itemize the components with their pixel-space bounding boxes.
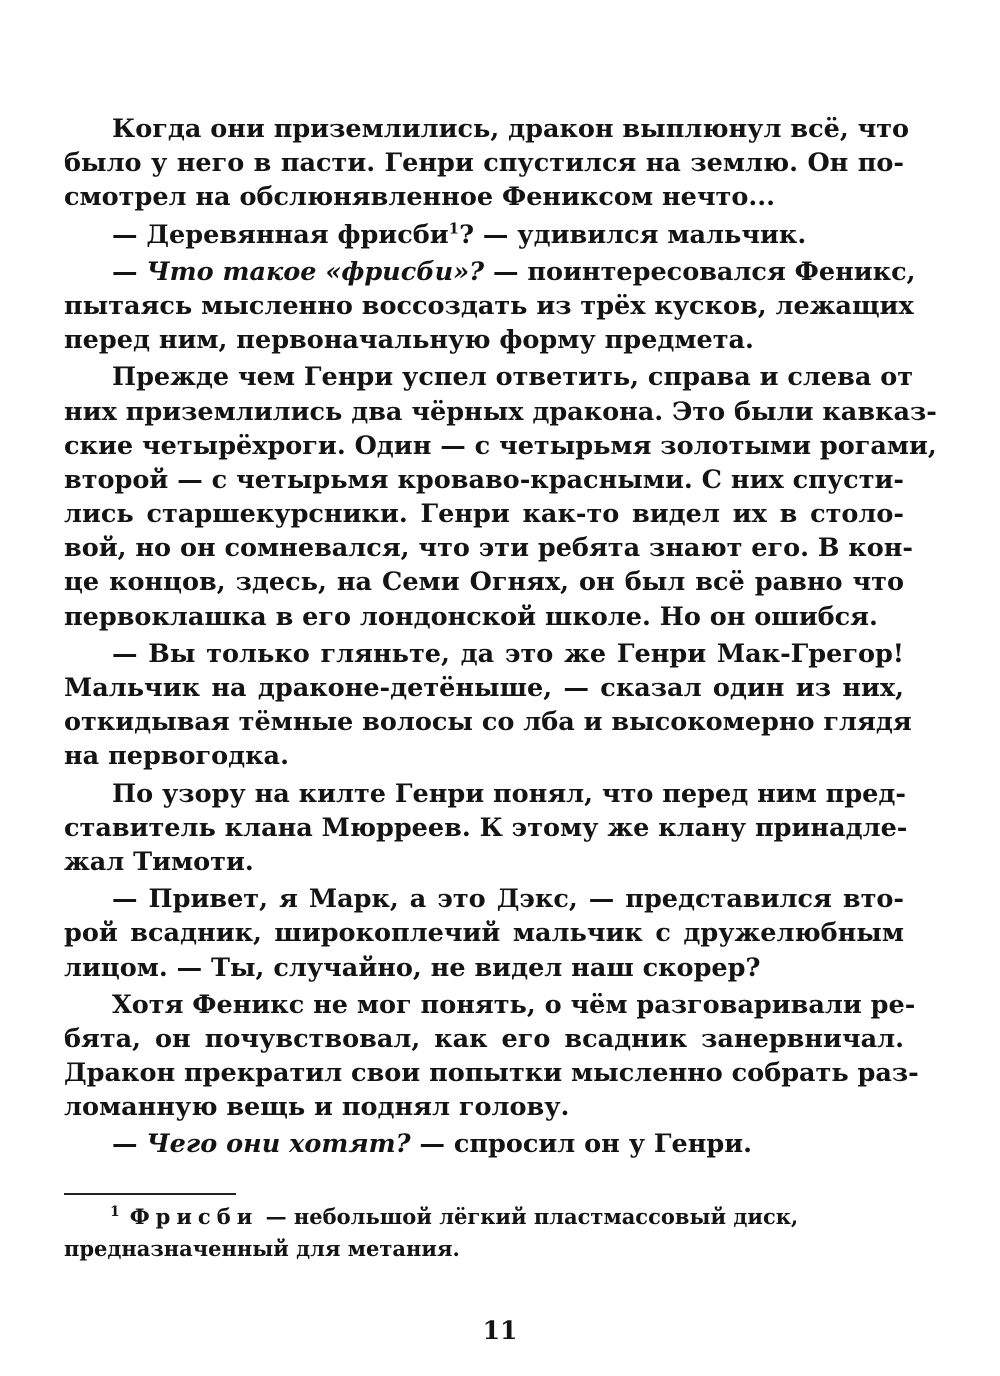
footnote-divider [64,1193,236,1195]
text-line: По узору на килте Генри понял, что перед ним пред- [112,778,906,809]
text-line: Дракон прекратил свои попытки мысленно собрать раз- [64,1058,919,1089]
main-text [64,112,937,1162]
text-line: ломанную вещь и поднял голову. [64,1092,570,1123]
text-line: вой, но он сомневался, что эти ребята знают его. В кон- [64,533,913,564]
text-line: Мальчик на драконе-детёныше, — сказал один из них, [64,673,904,703]
dialogue-line [64,218,904,252]
text-line: второй — с четырьмя кроваво-красными. С них спусти- [64,464,904,495]
text-line: смотрел на обслюнявленное Фениксом нечто... [64,182,775,213]
dialogue-line [64,255,916,289]
text-line: лись старшекурсники. Генри как-то видел их в столо- [64,499,904,530]
footnote-definition: — небольшой лёгкий пластмассовый диск, [258,1204,799,1229]
dash: — [112,1129,147,1160]
text-line: лицом. — Ты, случайно, не видел наш скорер? [64,952,761,983]
text-line: Когда они приземлились, дракон выплюнул всё, что [112,114,910,144]
text-line: на первогодка. [64,741,289,772]
dash: — [112,256,147,287]
text-line: пытаясь мысленно воссоздать из трёх кусков, лежащих [64,290,914,321]
italic-thought: Что такое «фрисби»? [146,256,485,287]
text-line: бята, он почувствовал, как его всадник занервничал. [64,1023,904,1054]
text-line: ские четырёхроги. Один — с четырьмя золотыми рогами, [64,430,937,461]
text-line: Прежде чем Генри успел ответить, справа и слева от [112,362,914,393]
footnote-line [64,1201,904,1233]
text-line: Хотя Феникс не мог понять, о чём разговаривали ре- [112,989,916,1020]
dialogue-text: ? — удивился мальчик. [459,219,807,250]
dialogue-line [64,1127,904,1161]
dialogue-line: — Вы только гляньте, да это же Генри Мак-Грегор! [112,638,904,669]
text-line: ставитель клана Мюрреев. К этому же клану принадле- [64,812,908,843]
footnote [64,1201,904,1265]
dialogue-text: — спросил он у Генри. [410,1129,753,1160]
dialogue-line: — Привет, я Марк, а это Дэкс, — представился вто- [112,884,904,915]
text-line: це концов, здесь, на Семи Огнях, он был всё равно что [64,567,904,598]
text-line: них приземлились два чёрных дракона. Это были кавказ- [64,396,937,427]
footnote-term: Фрисби [129,1204,259,1229]
text-line: жал Тимоти. [64,846,254,877]
text-line: было у него в пасти. Генри спустился на землю. Он по- [64,148,904,179]
footnote-line: предназначенный для метания. [64,1236,460,1261]
text-line: откидывая тёмные волосы со лба и высокомерно глядя [64,707,912,738]
footnote-number: 1 [110,1204,120,1220]
italic-thought: Чего они хотят? [146,1129,411,1160]
text-line: рой всадник, широкоплечий мальчик с дружелюбным [64,918,904,949]
dialogue-text: — поинтересовался Феникс, [484,256,916,287]
text-line: первоклашка в его лондонской школе. Но он ошибся. [64,601,878,632]
page-number: 11 [482,1316,518,1345]
dialogue-text: — Деревянная фрисби [112,219,449,250]
footnote-marker: 1 [448,219,460,238]
text-line: перед ним, первоначальную форму предмета. [64,325,754,356]
